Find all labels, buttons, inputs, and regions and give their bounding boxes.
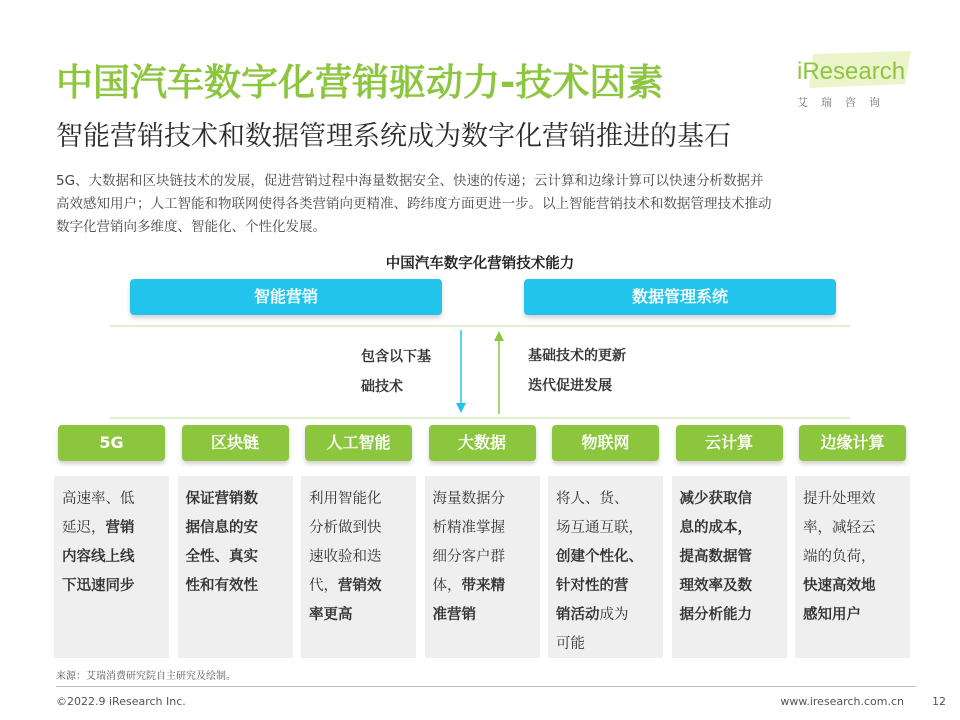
tech-description-card bbox=[54, 476, 169, 658]
tech-label: 物联网 bbox=[552, 425, 659, 461]
copyright: ©2022.9 iResearch Inc. bbox=[56, 695, 186, 708]
card-line bbox=[186, 514, 293, 543]
card-text: 性和有效性 bbox=[185, 578, 258, 594]
card-line bbox=[62, 514, 169, 543]
smart-marketing-box: 智能营销 bbox=[130, 279, 442, 315]
card-text: 端的负荷， bbox=[803, 549, 876, 565]
page-subtitle: 智能营销技术和数据管理系统成为数字化营销推进的基石 bbox=[56, 121, 731, 152]
card-line bbox=[433, 514, 540, 543]
card-text: 感知用户 bbox=[803, 607, 861, 623]
card-line bbox=[62, 485, 169, 514]
tech-description-card bbox=[795, 476, 910, 658]
card-text: 减少获取信 bbox=[679, 491, 752, 507]
logo-wordmark: iResearch bbox=[797, 58, 906, 85]
card-line bbox=[803, 543, 910, 572]
card-text: 将人、货、 bbox=[556, 491, 629, 507]
intro-line: 5G、大数据和区块链技术的发展，促进营销过程中海量数据安全、快速的传递；云计算和边缘计算可以快速分析数据并 bbox=[56, 173, 764, 189]
card-text: 据分析能力 bbox=[679, 607, 752, 623]
card-text: 销活动 bbox=[556, 607, 600, 623]
tech-description-card bbox=[178, 476, 293, 658]
logo-chinese: 艾瑞咨询 bbox=[797, 96, 893, 109]
card-line bbox=[309, 543, 416, 572]
tech-label: 大数据 bbox=[429, 425, 536, 461]
card-line bbox=[556, 514, 663, 543]
card-text: 内容线上线 bbox=[62, 549, 135, 565]
card-text: 针对性的营 bbox=[556, 578, 629, 594]
card-text: 体， bbox=[432, 578, 462, 594]
tech-description-card bbox=[548, 476, 663, 658]
source-note: 来源：艾瑞消费研究院自主研究及绘制。 bbox=[56, 671, 236, 682]
card-text: 高速率、低 bbox=[62, 491, 135, 507]
card-text: 带来精 bbox=[461, 578, 505, 594]
card-line bbox=[803, 572, 910, 601]
card-text: 营销效 bbox=[338, 578, 382, 594]
card-text: 提高数据管 bbox=[679, 549, 752, 565]
card-line bbox=[556, 572, 663, 601]
card-text: 可能 bbox=[556, 636, 585, 652]
card-line bbox=[680, 601, 787, 630]
card-line bbox=[803, 514, 910, 543]
tech-label: 边缘计算 bbox=[799, 425, 906, 461]
card-line bbox=[803, 485, 910, 514]
tech-description-card bbox=[301, 476, 416, 658]
data-management-box: 数据管理系统 bbox=[524, 279, 836, 315]
card-text: 代， bbox=[309, 578, 338, 594]
card-line bbox=[433, 572, 540, 601]
card-line bbox=[309, 572, 416, 601]
card-text: 分析做到快 bbox=[309, 520, 382, 536]
tech-label: 5G bbox=[58, 425, 165, 461]
website-link[interactable]: www.iresearch.com.cn bbox=[780, 695, 904, 708]
diagram-title: 中国汽车数字化营销技术能力 bbox=[385, 256, 575, 272]
card-text: 率更高 bbox=[309, 607, 353, 623]
card-text: 营销 bbox=[105, 520, 135, 536]
card-text: 快速高效地 bbox=[803, 578, 876, 594]
footer-divider bbox=[56, 686, 916, 687]
card-line bbox=[556, 630, 663, 659]
card-text: 成为 bbox=[599, 607, 629, 623]
card-text: 速收验和迭 bbox=[309, 549, 382, 565]
card-line bbox=[62, 572, 169, 601]
card-text: 析精准掌握 bbox=[432, 520, 505, 536]
card-text: 提升处理效 bbox=[803, 491, 876, 507]
card-line bbox=[556, 543, 663, 572]
card-line bbox=[186, 485, 293, 514]
tech-description-card bbox=[672, 476, 787, 658]
card-line bbox=[186, 572, 293, 601]
card-text: 理效率及数 bbox=[679, 578, 752, 594]
card-line bbox=[62, 543, 169, 572]
card-text: 全性、真实 bbox=[185, 549, 258, 565]
card-line bbox=[309, 514, 416, 543]
page-title: 中国汽车数字化营销驱动力-技术因素 bbox=[56, 61, 664, 104]
tech-label: 区块链 bbox=[182, 425, 289, 461]
card-line bbox=[680, 572, 787, 601]
card-line bbox=[433, 601, 540, 630]
card-text: 息的成本， bbox=[679, 520, 752, 536]
page-number: 12 bbox=[932, 695, 946, 708]
tech-description-card bbox=[425, 476, 540, 658]
card-text: 据信息的安 bbox=[185, 520, 258, 536]
card-line bbox=[556, 601, 663, 630]
card-text: 细分客户群 bbox=[432, 549, 505, 565]
card-text: 利用智能化 bbox=[309, 491, 382, 507]
tech-label: 人工智能 bbox=[305, 425, 412, 461]
tech-label: 云计算 bbox=[676, 425, 783, 461]
down-arrow-label: 包含以下基 础技术 bbox=[361, 349, 431, 395]
intro-line: 高效感知用户；人工智能和物联网使得各类营销向更精准、跨纬度方面更进一步。以上智能营销技术和数据管理技术推动 bbox=[56, 196, 772, 212]
card-text: 准营销 bbox=[432, 607, 476, 623]
card-text: 创建个性化、 bbox=[556, 549, 643, 565]
card-line bbox=[556, 485, 663, 514]
card-text: 率，减轻云 bbox=[803, 520, 876, 536]
card-text: 场互通互联， bbox=[556, 520, 643, 536]
card-line bbox=[680, 485, 787, 514]
card-line bbox=[803, 601, 910, 630]
card-line bbox=[309, 601, 416, 630]
card-line bbox=[433, 543, 540, 572]
card-line bbox=[680, 514, 787, 543]
card-text: 下迅速同步 bbox=[62, 578, 135, 594]
card-line bbox=[186, 543, 293, 572]
intro-line: 数字化营销向多维度、智能化、个性化发展。 bbox=[56, 219, 326, 235]
card-line bbox=[309, 485, 416, 514]
card-line bbox=[433, 485, 540, 514]
card-text: 延迟， bbox=[62, 520, 106, 536]
card-text: 海量数据分 bbox=[432, 491, 505, 507]
up-arrow-label: 基础技术的更新 迭代促进发展 bbox=[528, 348, 626, 394]
card-text: 保证营销数 bbox=[185, 491, 258, 507]
card-line bbox=[680, 543, 787, 572]
